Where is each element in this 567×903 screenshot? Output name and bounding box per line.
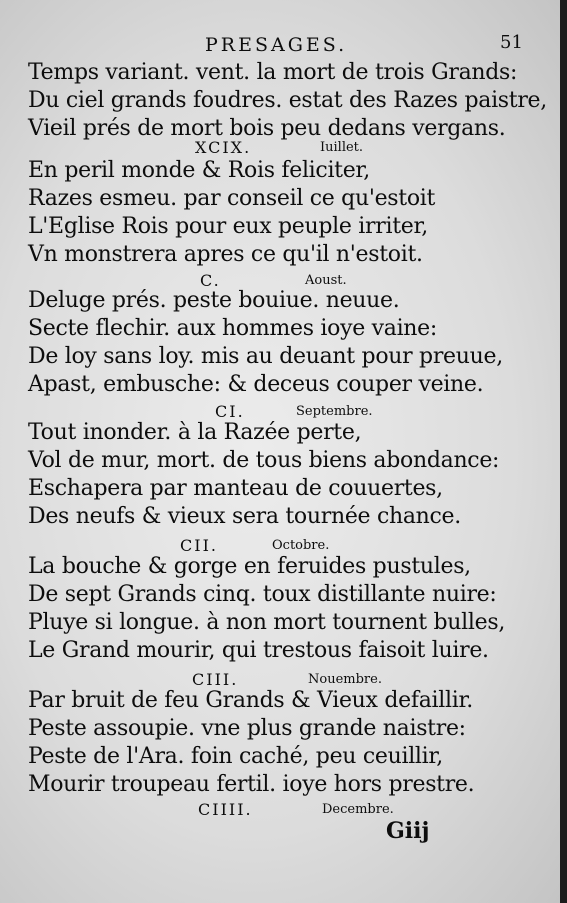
quatrain-month: Aoust. [305, 273, 347, 288]
quatrain-month: Nouembre. [308, 672, 382, 687]
signature-mark: Giij [386, 818, 430, 844]
verse-line: Eschapera par manteau de couuertes, [28, 476, 443, 501]
verse-line: Secte flechir. aux hommes ioye vaine: [28, 316, 438, 341]
verse-line: Du ciel grands foudres. estat des Razes paistre, [28, 88, 547, 113]
verse-line: Temps variant. vent. la mort de trois Grands: [28, 60, 518, 85]
verse-line: Razes esmeu. par conseil ce qu'estoit [28, 186, 436, 211]
verse-line: Tout inonder. à la Razée perte, [28, 420, 362, 445]
verse-line: Des neufs & vieux sera tournée chance. [28, 504, 461, 529]
verse-line: Deluge prés. peste bouiue. neuue. [28, 288, 400, 313]
verse-line: Vol de mur, mort. de tous biens abondance: [28, 448, 500, 473]
verse-line: Peste de l'Ara. foin caché, peu ceuillir, [28, 744, 443, 769]
quatrain-number: CII. [180, 536, 218, 555]
verse-line: Par bruit de feu Grands & Vieux defaillir. [28, 688, 473, 713]
page-number: 51 [500, 32, 523, 53]
verse-line: Mourir troupeau fertil. ioye hors prestre. [28, 772, 475, 797]
quatrain-number: XCIX. [195, 138, 252, 157]
verse-line: En peril monde & Rois feliciter, [28, 158, 370, 183]
quatrain-number: CIIII. [198, 800, 253, 819]
verse-line: La bouche & gorge en feruides pustules, [28, 554, 471, 579]
quatrain-month: Iuillet. [320, 140, 364, 155]
quatrain-number: CIII. [192, 670, 239, 689]
running-head: PRESAGES. [205, 34, 348, 56]
quatrain-month: Decembre. [322, 802, 394, 817]
verse-line: Peste assoupie. vne plus grande naistre: [28, 716, 466, 741]
page-edge-shadow [560, 0, 567, 903]
quatrain-number: CI. [215, 402, 245, 421]
verse-line: De loy sans loy. mis au deuant pour preuue, [28, 344, 503, 369]
quatrain-month: Septembre. [296, 404, 373, 419]
quatrain-month: Octobre. [272, 538, 330, 553]
verse-line: Vn monstrera apres ce qu'il n'estoit. [28, 242, 423, 267]
verse-line: L'Eglise Rois pour eux peuple irriter, [28, 214, 428, 239]
verse-line: De sept Grands cinq. toux distillante nuire: [28, 582, 497, 607]
verse-line: Pluye si longue. à non mort tournent bulles, [28, 610, 506, 635]
verse-line: Le Grand mourir, qui trestous faisoit luire. [28, 638, 489, 663]
verse-line: Vieil prés de mort bois peu dedans vergans. [28, 116, 506, 141]
quatrain-number: C. [200, 271, 221, 290]
verse-line: Apast, embusche: & deceus couper veine. [28, 372, 484, 397]
